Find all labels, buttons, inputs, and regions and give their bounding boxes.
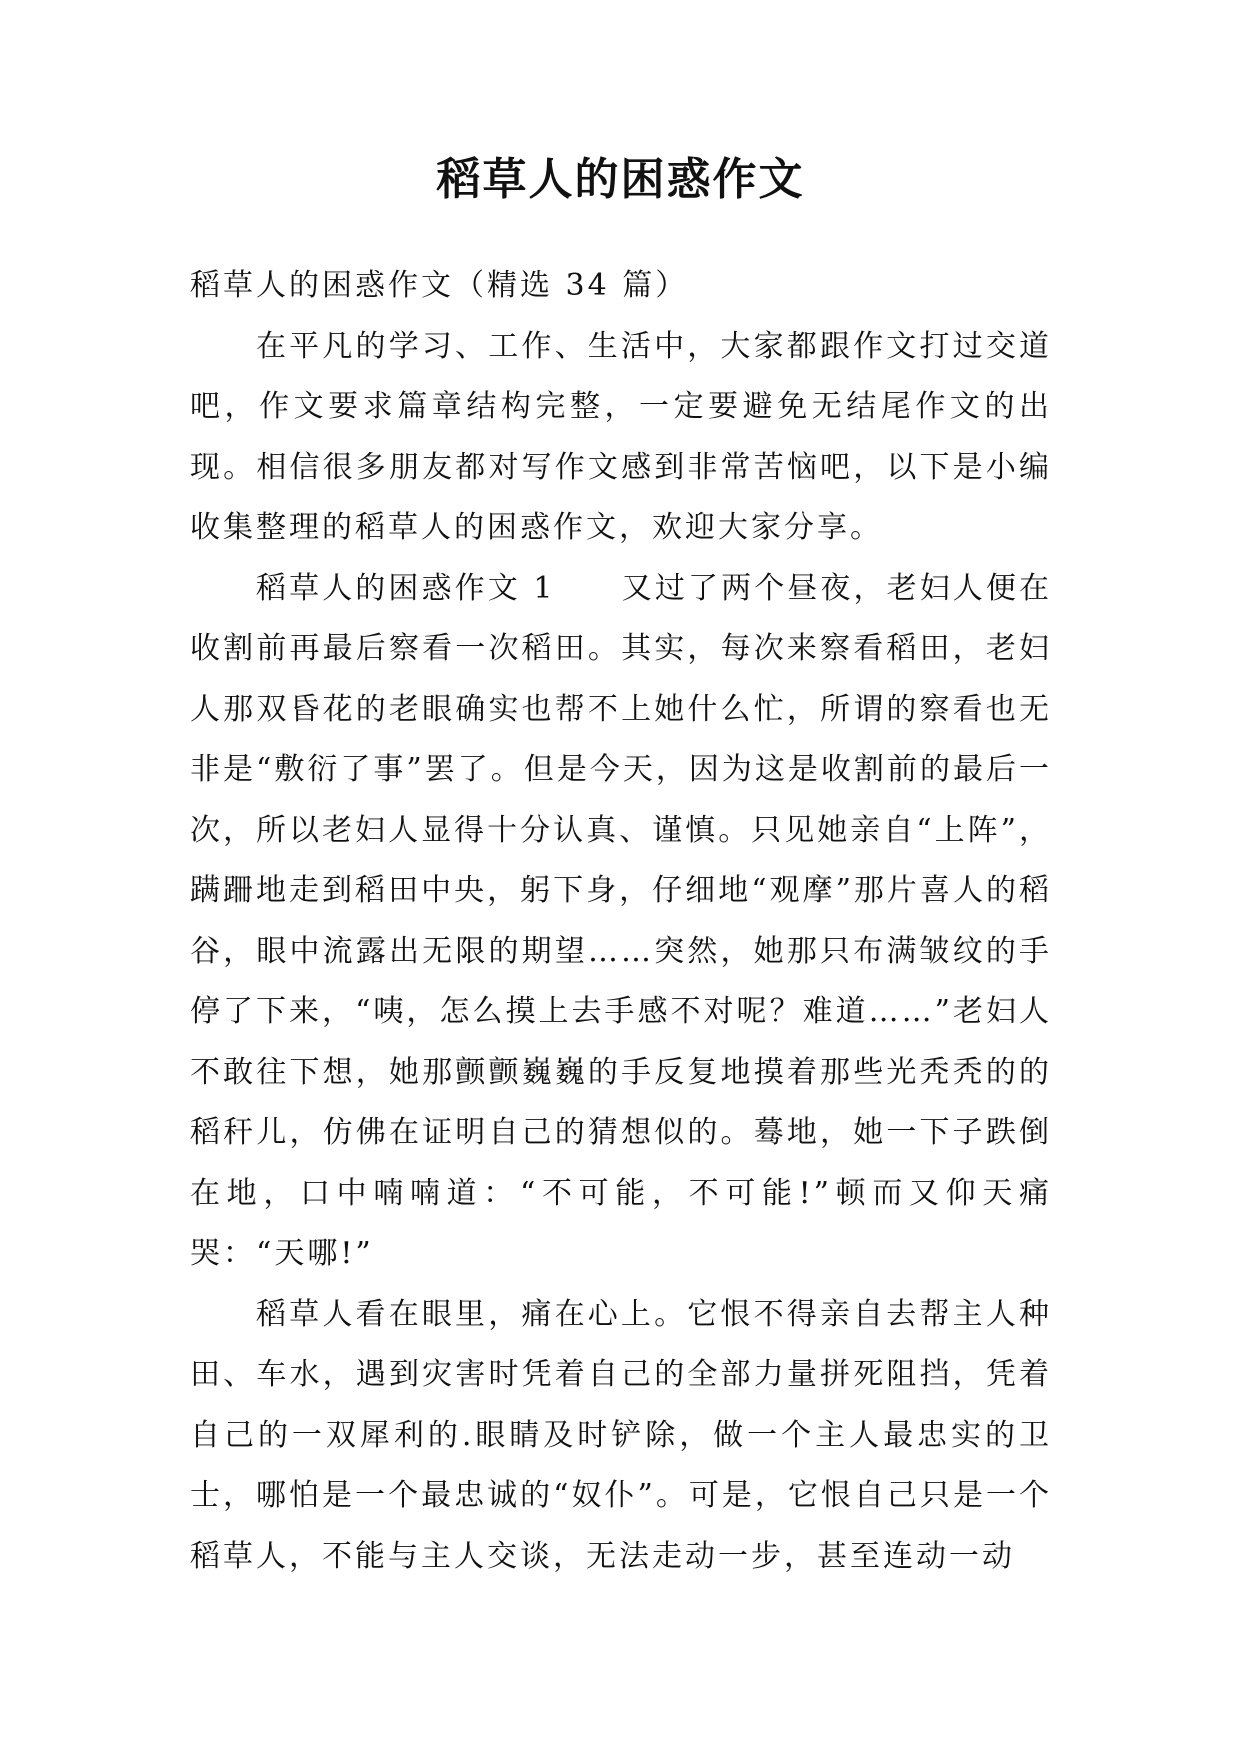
document-subtitle: 稻草人的困惑作文（精选 34 篇） (190, 268, 689, 303)
paragraph-essay-1-continued: 稻草人看在眼里，痛在心上。它恨不得亲自去帮主人种田、车水，遇到灾害时凭着自己的全部力量拼死阻挡，凭着自己的一双犀利的.眼睛及时铲除，做一个主人最忠实的卫士，哪怕是一个最忠诚的“奴仆”。可是，它恨自己只是一个稻草人，不能与主人交谈，无法走动一步，甚至连动一动 (190, 1296, 1052, 1574)
document-title: 稻草人的困惑作文 (436, 154, 805, 205)
paragraph-essay-1: 稻草人的困惑作文 1 又过了两个昼夜，老妇人便在收割前再最后察看一次稻田。其实，每次来察看稻田，老妇人那双昏花的老眼确实也帮不上她什么忙，所谓的察看也无非是“敷衍了事”罢了。但是今天，因为这是收割前的最后一次，所以老妇人显得十分认真、谨慎。只见她亲自“上阵”，蹒跚地走到稻田中央，躬下身，仔细地“观摩”那片喜人的稻谷，眼中流露出无限的期望……突然，她那只布满皱纹的手停了下来，“咦，怎么摸上去手感不对呢？难道……”老妇人不敢往下想，她那颤颤巍巍的手反复地摸着那些光秃秃的的稻秆儿，仿佛在证明自己的猜想似的。蓦地，她一下子跌倒在地，口中喃喃道：“不可能，不可能!”顿而又仰天痛哭：“天哪!” (190, 570, 1052, 1271)
paragraph-intro: 在平凡的学习、工作、生活中，大家都跟作文打过交道吧，作文要求篇章结构完整，一定要避免无结尾作文的出现。相信很多朋友都对写作文感到非常苦恼吧，以下是小编收集整理的稻草人的困惑作文，欢迎大家分享。 (190, 328, 1052, 545)
document-body (190, 256, 1052, 1587)
